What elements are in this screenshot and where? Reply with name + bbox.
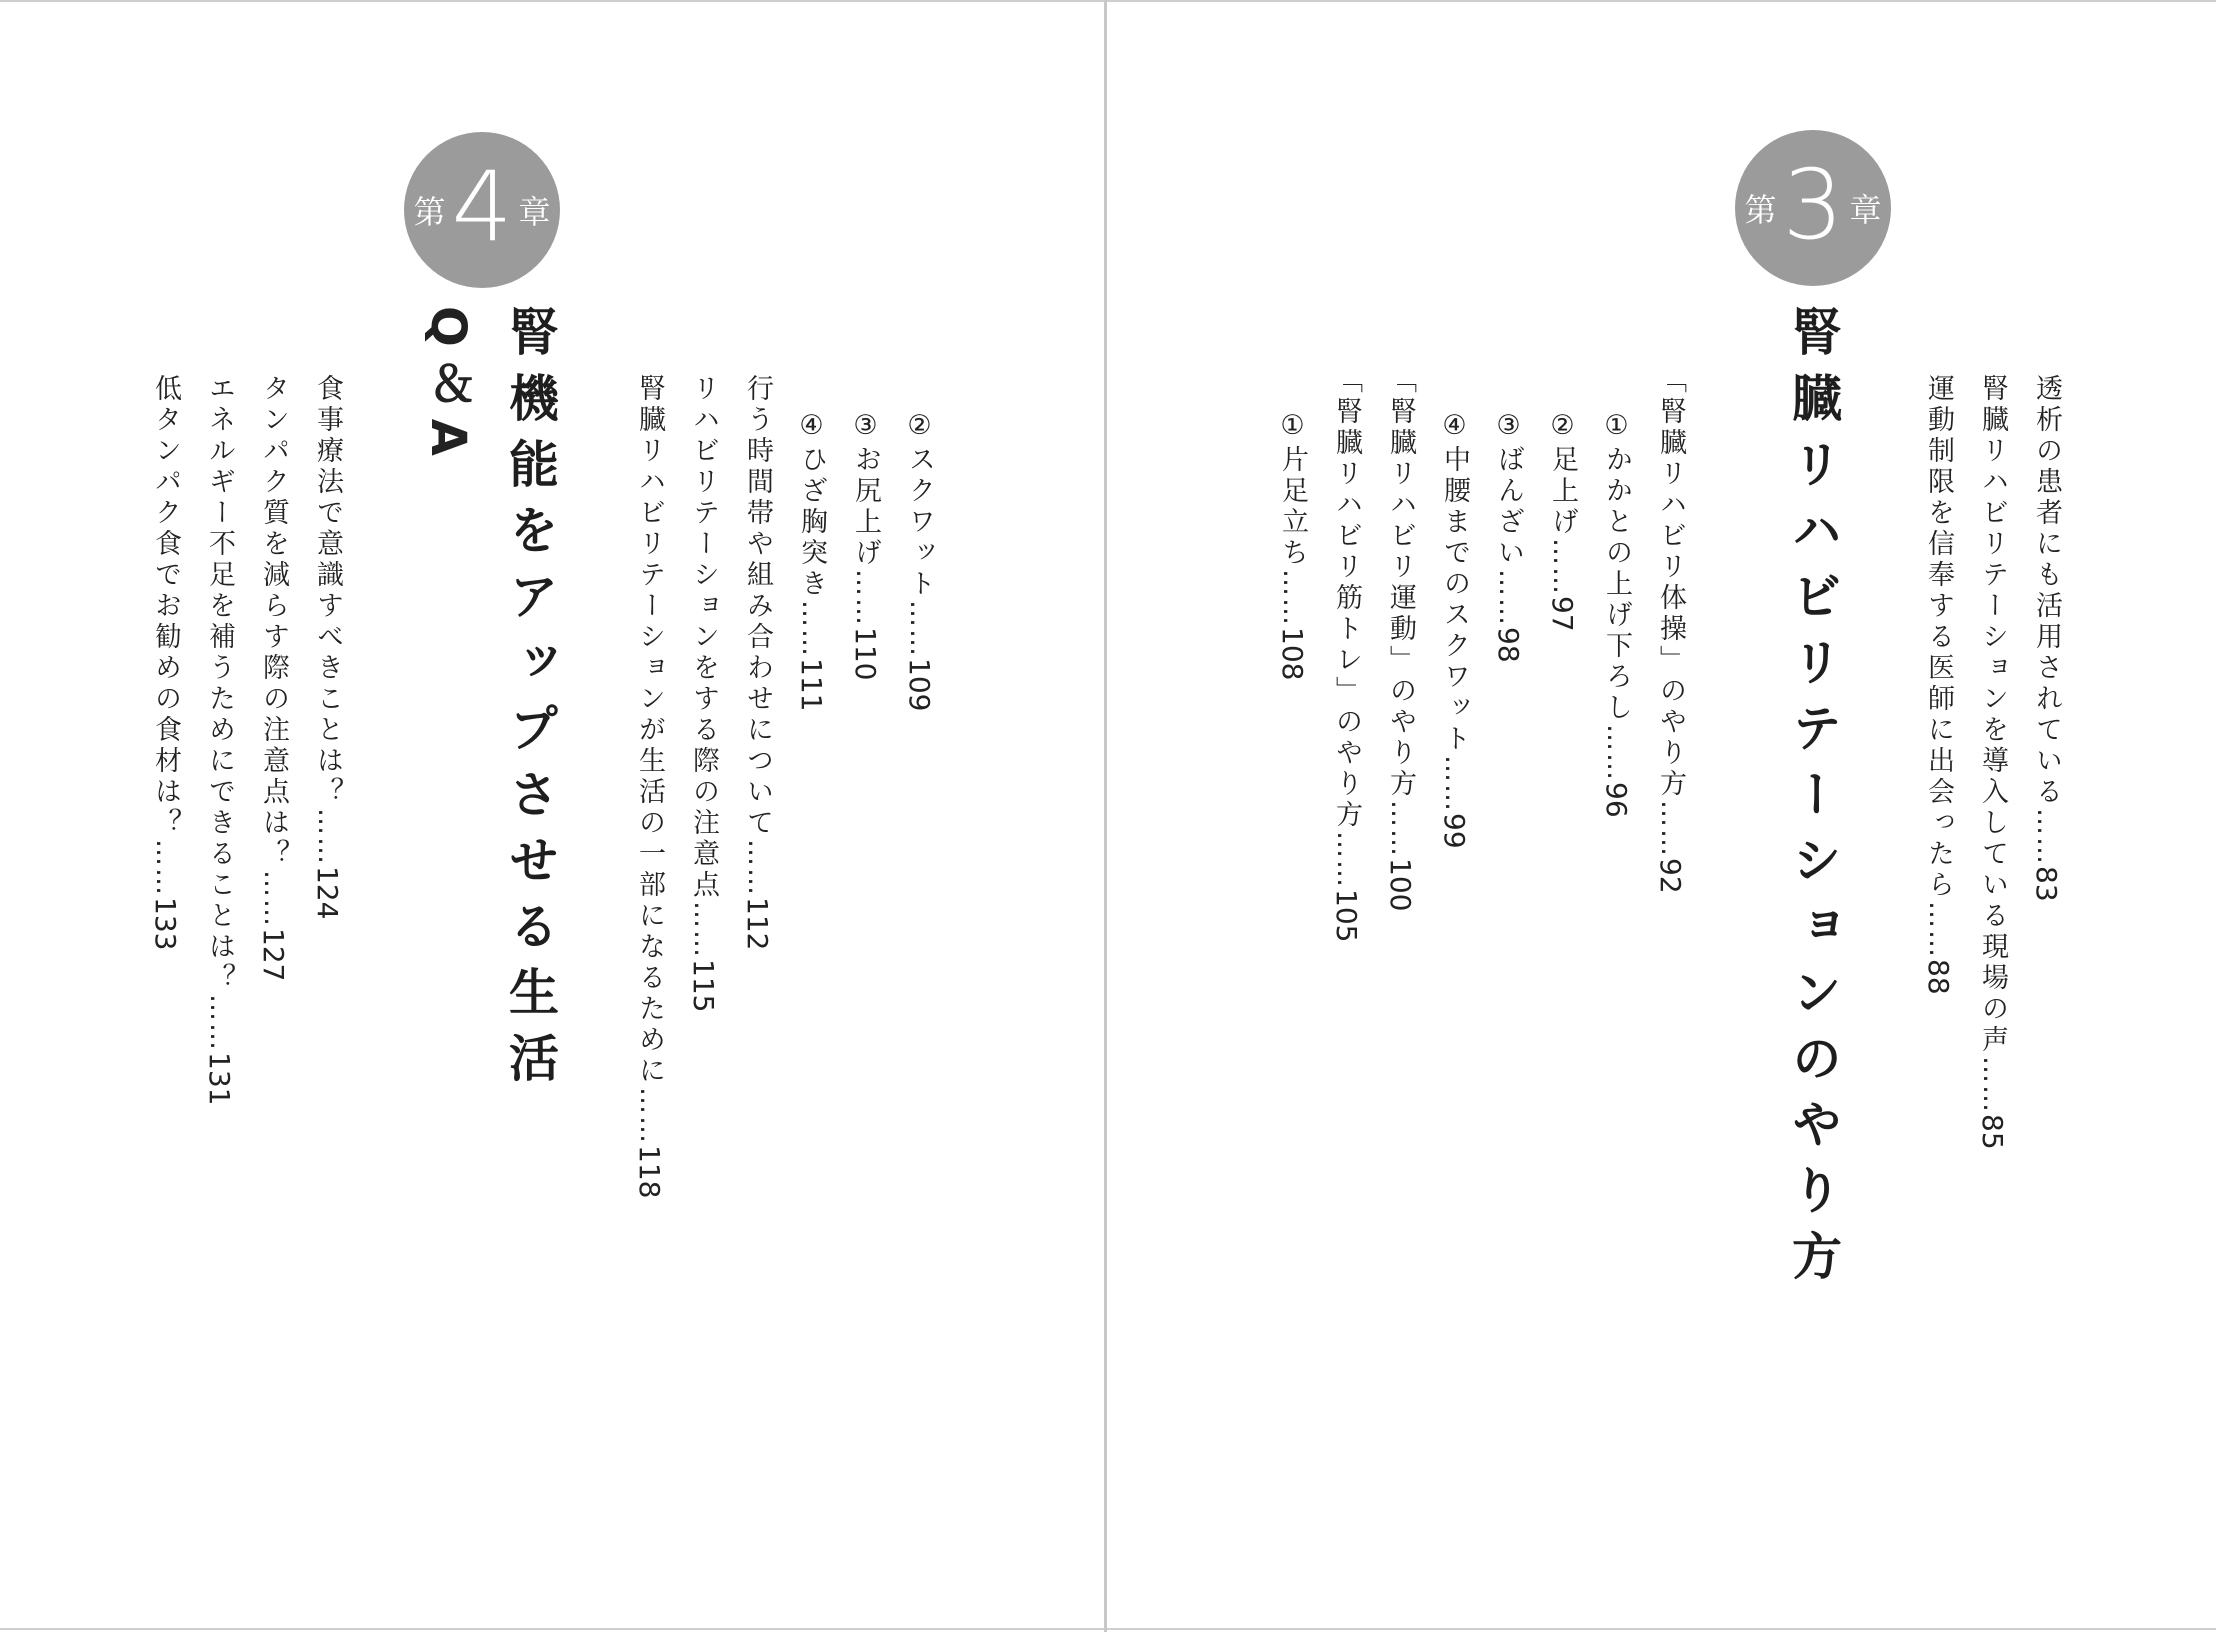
toc-entry-text: ④ひざ胸突き — [796, 410, 827, 600]
toc-leader: …… — [796, 600, 827, 658]
toc-entry-text: リハビリテーションをする際の注意点 — [688, 374, 719, 901]
toc-entry[interactable] — [846, 410, 885, 680]
toc-entry-text: 食事療法で意識すべきことは？ — [312, 374, 343, 808]
toc-entry[interactable] — [2027, 374, 2066, 902]
toc-entry[interactable] — [738, 374, 777, 950]
toc-page-number: 108 — [1276, 627, 1309, 681]
toc-page-number: 100 — [1384, 858, 1417, 912]
toc-leader: …… — [1277, 569, 1308, 627]
toc-entry-text: 「腎臓リハビリ運動」のやり方 — [1385, 366, 1416, 800]
toc-entry[interactable] — [1327, 366, 1366, 942]
toc-entry-text: 透析の患者にも活用されている — [2031, 374, 2062, 808]
toc-page-number: 110 — [849, 627, 882, 681]
chapter-badge — [1735, 130, 1891, 286]
toc-leader: …… — [1547, 538, 1578, 596]
left-page — [0, 0, 1104, 1632]
toc-leader: …… — [312, 808, 343, 866]
toc-entry[interactable] — [1489, 410, 1528, 663]
chapter-suffix: 章 — [1849, 191, 1882, 229]
toc-entry[interactable] — [146, 374, 185, 950]
toc-leader: …… — [204, 994, 235, 1052]
toc-entry[interactable] — [792, 410, 831, 711]
toc-entry[interactable] — [1651, 366, 1690, 894]
toc-entry-text: ①かかとの上げ下ろし — [1601, 410, 1632, 724]
toc-entry[interactable] — [900, 410, 939, 711]
toc-leader: …… — [1439, 755, 1470, 813]
toc-entry-text: ④中腰までのスクワット — [1439, 410, 1470, 755]
toc-entry-text: 腎臓リハビリテーションが生活の一部になるために — [634, 374, 665, 1087]
toc-leader: …… — [150, 839, 181, 897]
toc-entry-text: ②スクワット — [904, 410, 935, 600]
toc-entry[interactable] — [1273, 410, 1312, 680]
toc-leader: …… — [258, 870, 289, 928]
toc-entry[interactable] — [1543, 410, 1582, 632]
toc-leader: …… — [1385, 800, 1416, 858]
toc-page-number: 85 — [1976, 1114, 2009, 1150]
toc-leader: …… — [1977, 1056, 2008, 1114]
toc-page-number: 92 — [1654, 858, 1687, 894]
toc-page-number: 99 — [1438, 813, 1471, 849]
toc-page-number: 109 — [903, 658, 936, 712]
chapter-suffix: 章 — [518, 193, 551, 231]
toc-leader: …… — [634, 1087, 665, 1145]
toc-entry-text: 低タンパク食でお勧めの食材は？ — [150, 374, 181, 839]
toc-page-number: 133 — [149, 897, 182, 951]
toc-leader: …… — [1331, 831, 1362, 889]
toc-entry[interactable] — [200, 374, 239, 1105]
toc-entry[interactable] — [1597, 410, 1636, 818]
toc-entry-text: 腎臓リハビリテーションを導入している現場の声 — [1977, 374, 2008, 1056]
toc-page-number: 115 — [687, 959, 720, 1013]
toc-leader: …… — [1493, 569, 1524, 627]
toc-page-number: 112 — [741, 897, 774, 951]
toc-entry[interactable] — [1381, 366, 1420, 911]
toc-entry[interactable] — [1435, 410, 1474, 849]
toc-entry-text: 行う時間帯や組み合わせについて — [742, 374, 773, 839]
chapter-title: 腎機能をアップさせる生活 — [501, 306, 559, 1098]
toc-entry[interactable] — [1919, 374, 1958, 995]
chapter-prefix: 第 — [1744, 191, 1777, 229]
toc-leader: …… — [2031, 808, 2062, 866]
toc-page-number: 118 — [633, 1145, 666, 1199]
chapter-title-sub: Q＆A — [420, 306, 476, 468]
toc-entry[interactable] — [1973, 374, 2012, 1150]
toc-entry[interactable] — [308, 374, 347, 919]
toc-entry-text: ①片足立ち — [1277, 410, 1308, 569]
toc-leader: …… — [688, 901, 719, 959]
toc-page-number: 105 — [1330, 889, 1363, 943]
chapter-badge — [404, 132, 560, 288]
toc-entry-text: 「腎臓リハビリ筋トレ」のやり方 — [1331, 366, 1362, 831]
toc-leader: …… — [742, 839, 773, 897]
chapter-title: 腎臓リハビリテーションのやり方 — [1784, 306, 1842, 1296]
chapter-number: 4 — [451, 151, 513, 263]
toc-leader: …… — [1601, 724, 1632, 782]
toc-entry-text: ③お尻上げ — [850, 410, 881, 569]
toc-page-number: 97 — [1546, 596, 1579, 632]
toc-entry-text: ③ばんざい — [1493, 410, 1524, 569]
toc-page-number: 111 — [795, 658, 828, 712]
right-page — [1107, 0, 2216, 1632]
toc-leader: …… — [1923, 901, 1954, 959]
toc-leader: …… — [850, 569, 881, 627]
toc-entry[interactable] — [630, 374, 669, 1198]
toc-entry-text: エネルギー不足を補うためにできることは？ — [204, 374, 235, 994]
toc-leader: …… — [1655, 800, 1686, 858]
toc-entry[interactable] — [684, 374, 723, 1012]
toc-entry-text: 運動制限を信奉する医師に出会ったら — [1923, 374, 1954, 901]
toc-page-number: 83 — [2030, 866, 2063, 902]
toc-page-number: 98 — [1492, 627, 1525, 663]
toc-page-number: 124 — [311, 866, 344, 920]
toc-entry-text: タンパク質を減らす際の注意点は？ — [258, 374, 289, 870]
chapter-prefix: 第 — [413, 193, 446, 231]
toc-page-number: 88 — [1922, 959, 1955, 995]
toc-leader: …… — [904, 600, 935, 658]
toc-entry-text: ②足上げ — [1547, 410, 1578, 538]
toc-page-number: 96 — [1600, 782, 1633, 818]
toc-page-number: 127 — [257, 928, 290, 982]
chapter-number: 3 — [1782, 149, 1844, 261]
toc-entry[interactable] — [254, 374, 293, 981]
toc-entry-text: 「腎臓リハビリ体操」のやり方 — [1655, 366, 1686, 800]
toc-page-number: 131 — [203, 1052, 236, 1106]
